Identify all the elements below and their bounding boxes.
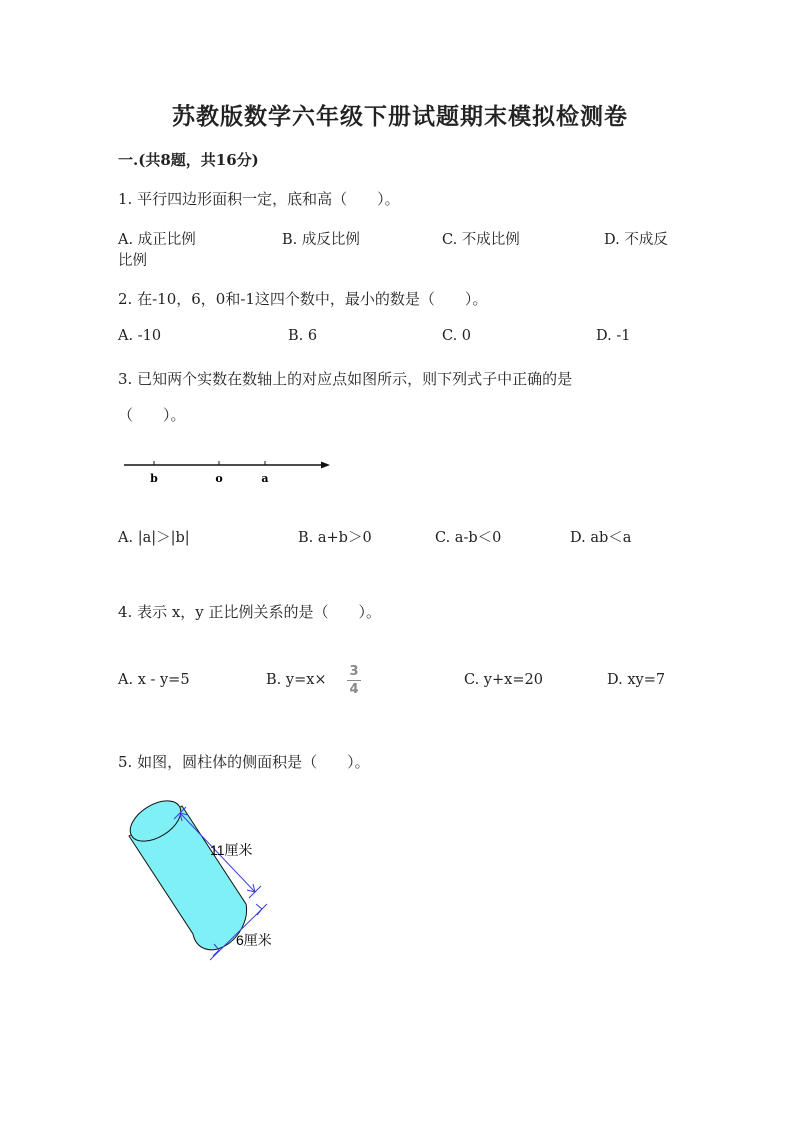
question-2-option-d: D. -1 xyxy=(596,328,631,344)
fraction-bar xyxy=(347,680,361,681)
question-2-option-c: C. 0 xyxy=(442,328,472,344)
axis-label-b: b xyxy=(150,472,158,485)
axis-label-o: o xyxy=(215,472,223,485)
question-3-option-d: D. ab＜a xyxy=(570,530,632,546)
question-2-option-a: A. -10 xyxy=(118,328,162,344)
question-3-stem-continued: （ ）。 xyxy=(118,406,186,424)
question-4-option-c: C. y+x=20 xyxy=(464,672,543,688)
number-line-figure xyxy=(118,455,338,490)
question-3-option-a: A. |a|＞|b| xyxy=(118,530,190,546)
question-1-option-d: D. 不成反 xyxy=(604,232,668,248)
question-3-stem: 3. 已知两个实数在数轴上的对应点如图所示，则下列式子中正确的是 xyxy=(118,370,573,388)
cylinder-figure xyxy=(118,800,318,970)
question-1-option-b: B. 成反比例 xyxy=(282,232,360,248)
question-4-stem: 4. 表示 x，y 正比例关系的是（ ）。 xyxy=(118,603,382,621)
section-heading: 一.(共8题，共16分) xyxy=(118,151,259,169)
axis-label-a: a xyxy=(261,472,269,485)
length-label: 11厘米 xyxy=(210,842,253,858)
question-4-option-d: D. xy=7 xyxy=(607,672,666,688)
fraction-three-quarters xyxy=(347,664,361,697)
question-4-option-a: A. x - y=5 xyxy=(118,672,190,688)
question-1-option-a: A. 成正比例 xyxy=(118,232,196,248)
question-3-option-b: B. a+b＞0 xyxy=(298,530,372,546)
question-2-stem: 2. 在-10，6，0和-1这四个数中，最小的数是（ ）。 xyxy=(118,290,488,308)
question-1-option-c: C. 不成比例 xyxy=(442,232,520,248)
question-5-stem: 5. 如图，圆柱体的侧面积是（ ）。 xyxy=(118,753,370,771)
page-title: 苏教版数学六年级下册试题期末模拟检测卷 xyxy=(172,103,628,130)
question-1-option-d-wrap: 比例 xyxy=(118,253,147,269)
diameter-label: 6厘米 xyxy=(236,932,272,948)
arrow-right-icon xyxy=(321,462,330,469)
fraction-denominator: 4 xyxy=(349,682,359,697)
question-1-stem: 1. 平行四边形面积一定，底和高（ ）。 xyxy=(118,190,400,208)
fraction-numerator: 3 xyxy=(349,664,359,679)
question-3-option-c: C. a-b＜0 xyxy=(435,530,502,546)
question-4-option-b: B. y=x× xyxy=(266,672,327,688)
question-2-option-b: B. 6 xyxy=(288,328,318,344)
